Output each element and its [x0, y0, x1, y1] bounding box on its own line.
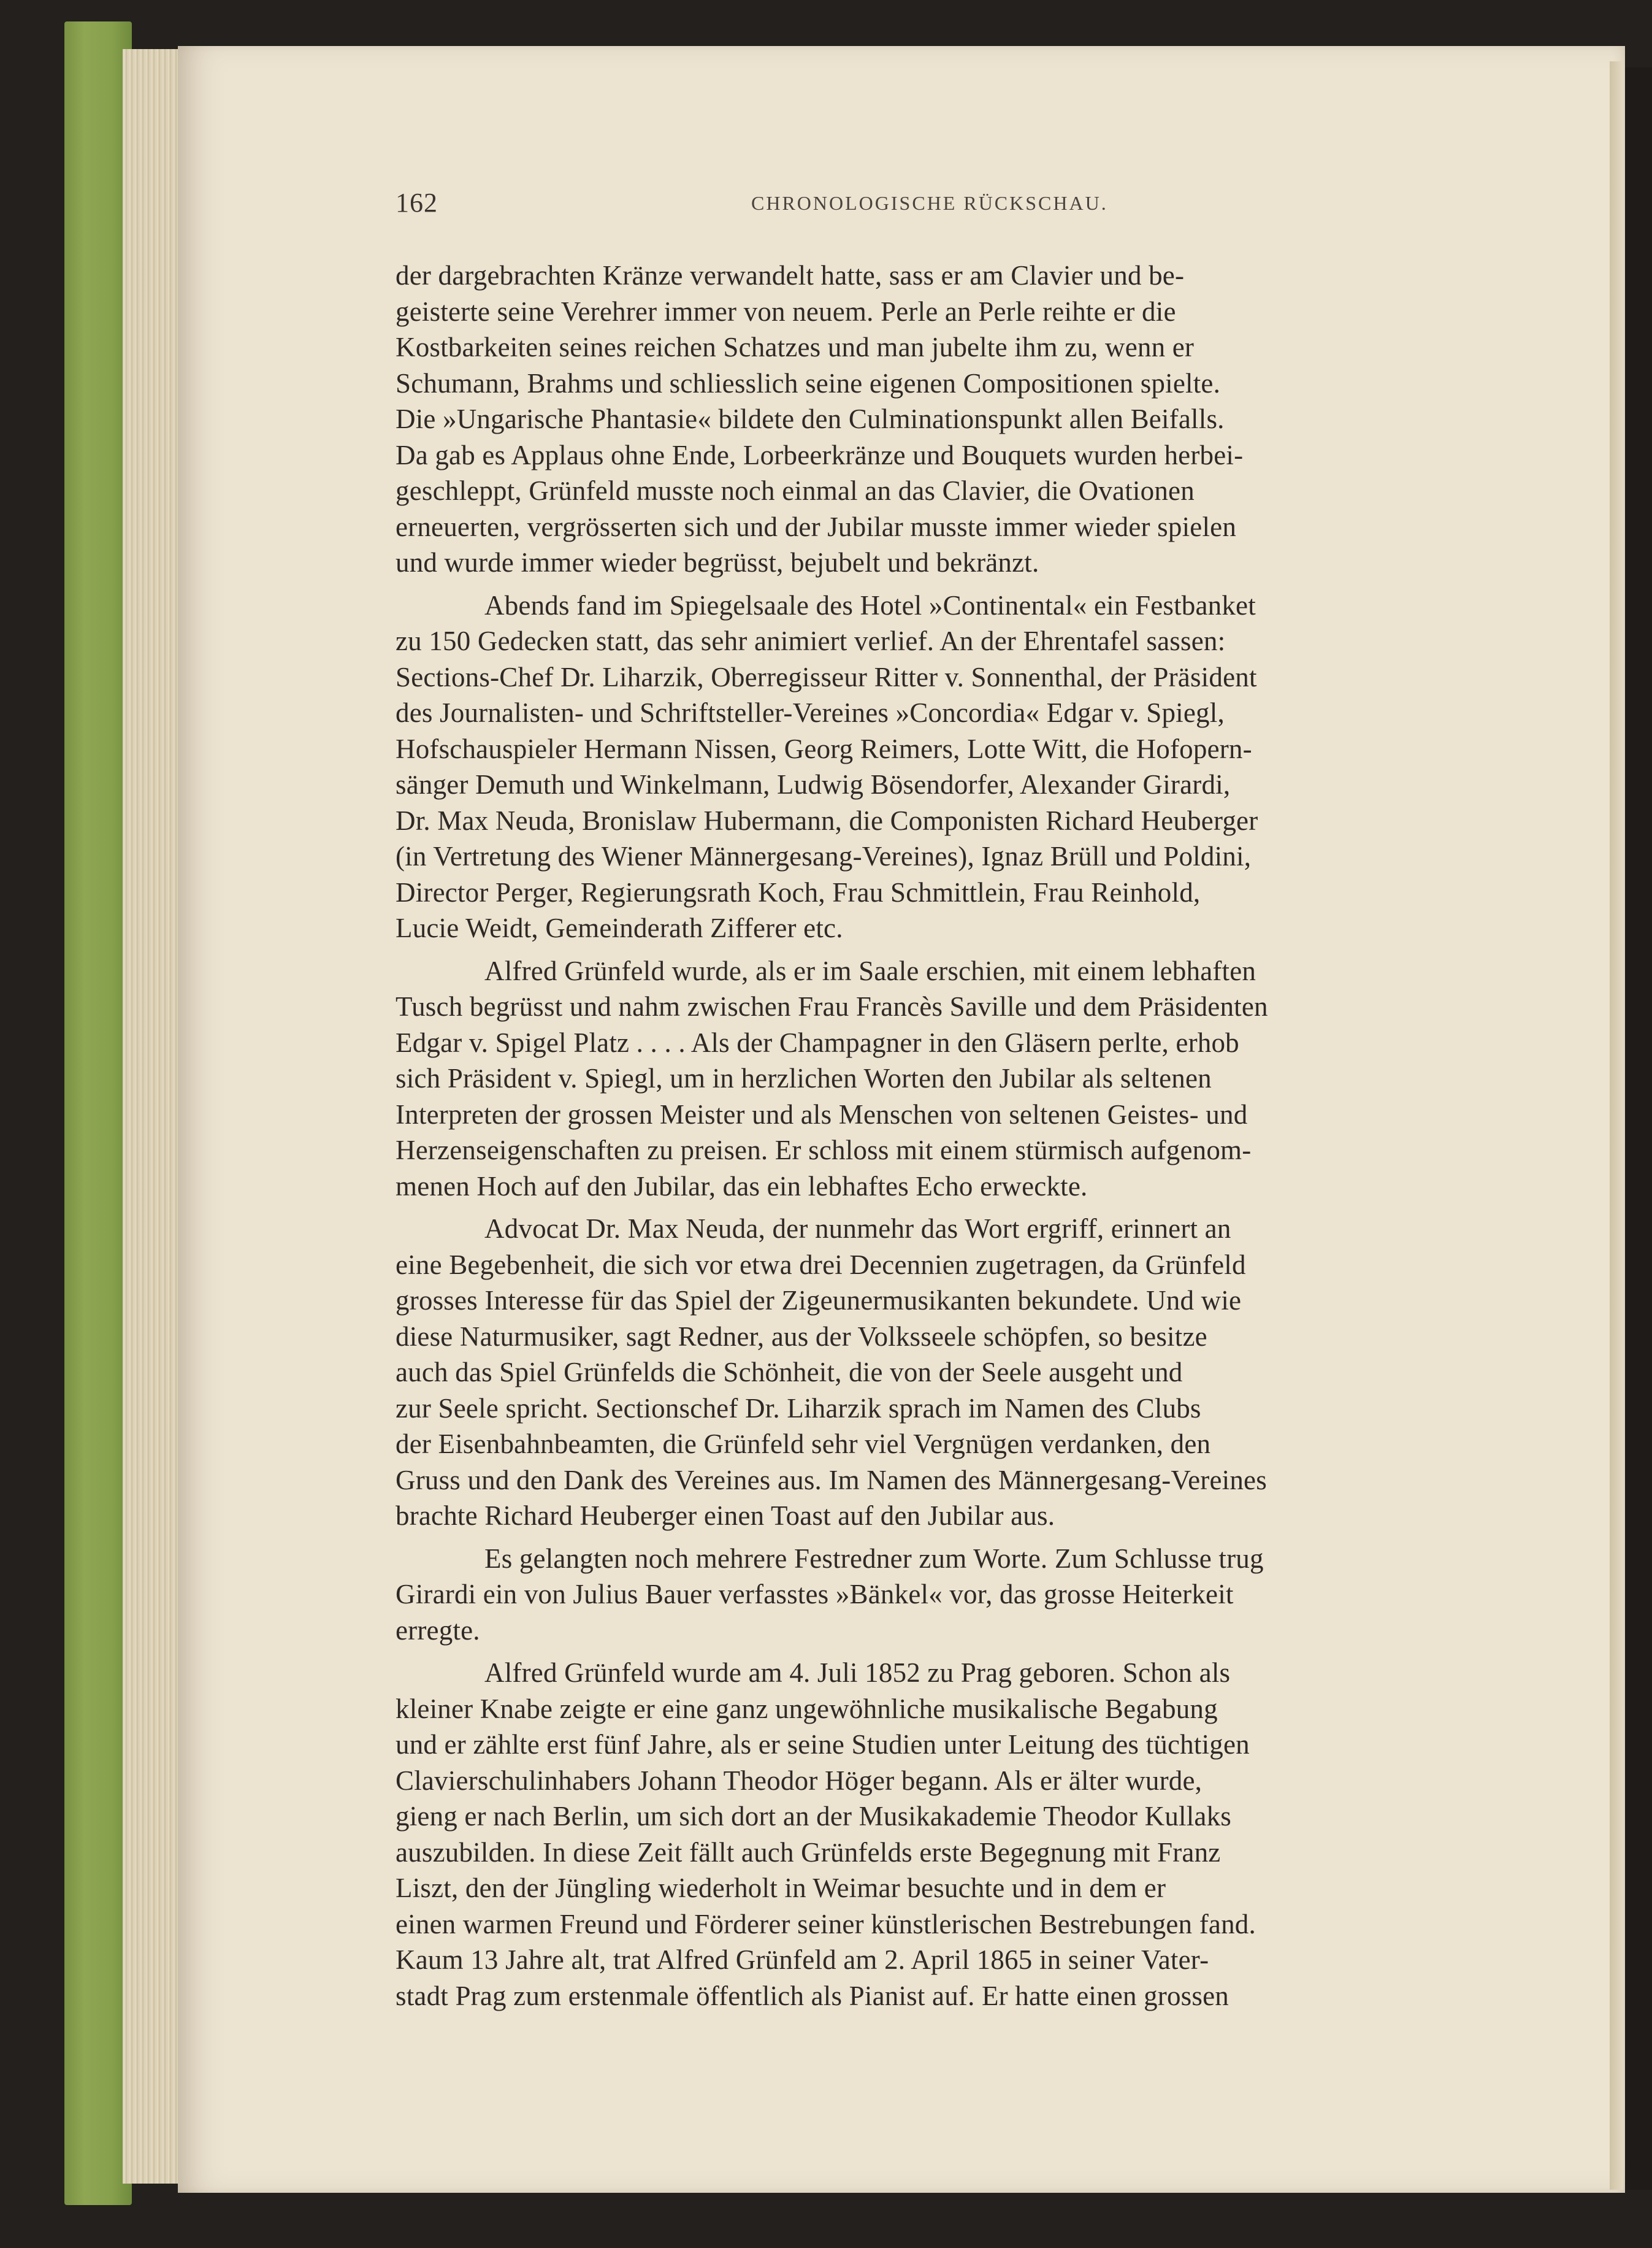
paragraph: Alfred Grünfeld wurde am 4. Juli 1852 zu Prag geboren. Schon als kleiner Knabe zeigte er eine ganz ungewöhnliche musikalische Begabung und er zählte erst fünf Jahre, als er seine Studien unter Leitung des tüchtigen Clavierschulinhabers Johann Theodor Höger begann. Als er älter wurde, gieng er nach Berlin, um sich dort an der Musikakademie Theodor Kullaks auszubilden. In diese Zeit fällt auch Grünfelds erste Begegnung mit Franz Liszt, den der Jüngling wiederholt in Weimar besuchte und in dem er einen warmen Freund und Förderer seiner künstlerischen Bestrebungen fand. Kaum 13 Jahre alt, trat Alfred Grünfeld am 2. April 1865 in seiner Vater- stadt Prag zum erstenmale öffentlich als Pianist auf. Er hatte einen grossen — [396, 1657, 1256, 2011]
running-title: CHRONOLOGISCHE RÜCKSCHAU. — [751, 192, 1108, 214]
book-spine — [64, 21, 132, 2205]
background-edge — [1625, 67, 1652, 2190]
facing-page-edge — [1610, 61, 1623, 2190]
paragraph: Advocat Dr. Max Neuda, der nunmehr das Wort ergriff, erinnert an eine Begebenheit, die sich vor etwa drei Decennien zugetragen, da Grünfeld grosses Interesse für das Spiel der Zigeunermusikanten bekundete. Und wie diese Naturmusiker, sagt Redner, aus der Volksseele schöpfen, so besitze auch das Spiel Grünfelds die Schönheit, die von der Seele ausgeht und zur Seele spricht. Sectionschef Dr. Liharzik sprach im Namen des Clubs der Eisenbahnbeamten, die Grünfeld sehr viel Vergnügen verdanken, den Gruss und den Dank des Vereines aus. Im Namen des Männergesang-Vereines brachte Richard Heuberger einen Toast auf den Jubilar aus. — [396, 1213, 1267, 1531]
paragraph: Abends fand im Spiegelsaale des Hotel »Continental« ein Festbanket zu 150 Gedecken statt, das sehr animiert verlief. An der Ehrentafel sassen: Sections-Chef Dr. Liharzik, Oberregisseur Ritter v. Sonnenthal, der Präsident des Journalisten- und Schriftsteller-Vereines »Concordia« Edgar v. Spiegl, Hofschauspieler Hermann Nissen, Georg Reimers, Lotte Witt, die Hofopern- sänger Demuth und Winkelmann, Ludwig Bösendorfer, Alexander Girardi, Dr. Max Neuda, Bronislaw Hubermann, die Componisten Richard Heuberger (in Vertretung des Wiener Männergesang-Vereines), Ignaz Brüll und Poldini, Director Perger, Regierungsrath Koch, Frau Schmittlein, Frau Reinhold, Lucie Weidt, Gemeinderath Zifferer etc. — [396, 589, 1258, 943]
page-number: 162 — [396, 188, 438, 218]
running-head — [396, 187, 1493, 224]
body-text — [396, 258, 1484, 2020]
paragraph: Alfred Grünfeld wurde, als er im Saale erschien, mit einem lebhaften Tusch begrüsst und nahm zwischen Frau Francès Saville und dem Präsidenten Edgar v. Spigel Platz . . . . Als der Champagner in den Gläsern perlte, erhob sich Präsident v. Spiegl, um in herzlichen Worten den Jubilar als seltenen Interpreten der grossen Meister und als Menschen von seltenen Geistes- und Herzenseigenschaften zu preisen. Er schloss mit einem stürmisch aufgenom- menen Hoch auf den Jubilar, das ein lebhaftes Echo erweckte. — [396, 955, 1268, 1202]
paragraph: Es gelangten noch mehrere Festredner zum Worte. Zum Schlusse trug Girardi ein von Julius Bauer verfasstes »Bänkel« vor, das grosse Heiterkeit erregte. — [396, 1543, 1264, 1646]
paragraph: der dargebrachten Kränze verwandelt hatte, sass er am Clavier und be- geisterte seine Verehrer immer von neuem. Perle an Perle reihte er die Kostbarkeiten seines reichen Schatzes und man jubelte ihm zu, wenn er Schumann, Brahms und schliesslich seine eigenen Compositionen spielte. Die »Ungarische Phantasie« bildete den Culminationspunkt allen Beifalls. Da gab es Applaus ohne Ende, Lorbeerkränze und Bouquets wurden herbei- geschleppt, Grünfeld musste noch einmal an das Clavier, die Ovationen erneuerten, vergrösserten sich und der Jubilar musste immer wieder spielen und wurde immer wieder begrüsst, bejubelt und bekränzt. — [396, 260, 1244, 578]
